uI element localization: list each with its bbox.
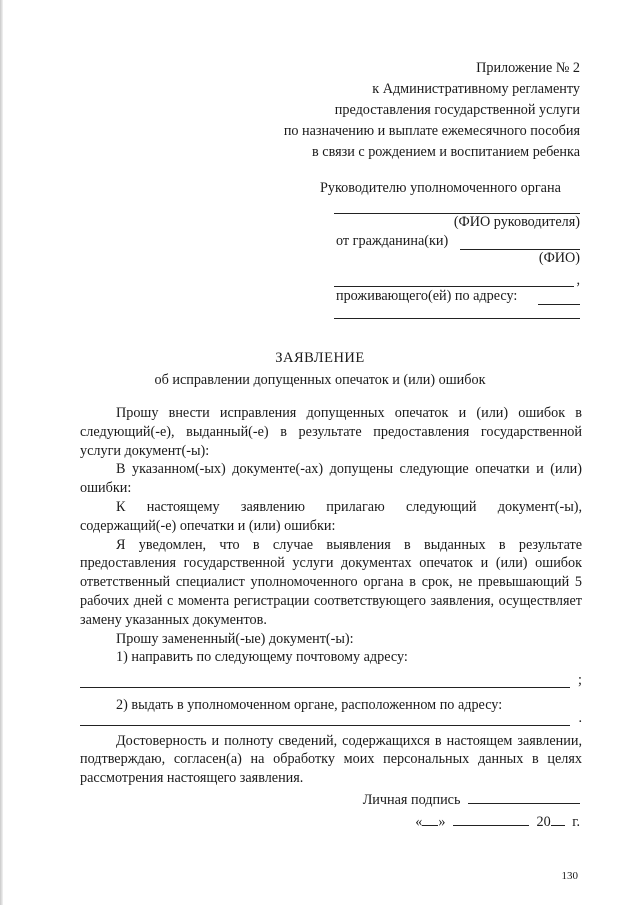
document-title: ЗАЯВЛЕНИЕ bbox=[275, 350, 365, 366]
paragraph-option-pickup: 2) выдать в уполномоченном органе, расположенном по адресу: bbox=[116, 696, 503, 713]
scan-edge bbox=[0, 0, 3, 905]
applicant-extra-line[interactable] bbox=[334, 286, 574, 287]
mail-address-line[interactable] bbox=[80, 673, 582, 692]
year-suffix: г. bbox=[572, 814, 580, 830]
paragraph-consent: Достоверность и полноту сведений, содержащихся в настоящем заявлении, подтверждаю, согласен(а) на обработку моих персональных данных в целях рассмотрения настоящего заявления. bbox=[80, 732, 582, 787]
annex-header bbox=[284, 58, 580, 163]
day-line[interactable] bbox=[422, 813, 438, 826]
paragraph-option-mail: 1) направить по следующему почтовому адресу: bbox=[116, 649, 408, 666]
date-open-quote: « bbox=[415, 814, 423, 830]
statement-body bbox=[80, 404, 582, 788]
annex-line: к Административному регламенту bbox=[372, 81, 580, 97]
document-subtitle: об исправлении допущенных опечаток и (или) ошибок bbox=[154, 372, 486, 388]
signature-block bbox=[363, 789, 580, 833]
paragraph-request: Прошу внести исправления допущенных опечаток и (или) ошибок в следующий(-е), выданный(-е) в результате предоставления государственной услуги документ(-ы): bbox=[80, 405, 582, 459]
month-line[interactable] bbox=[453, 813, 529, 826]
annex-line: в связи с рождением и воспитанием ребенка bbox=[312, 144, 580, 160]
semicolon: ; bbox=[578, 672, 582, 689]
date-close-quote: » bbox=[438, 814, 446, 830]
date-row bbox=[363, 811, 580, 833]
address-line-1[interactable] bbox=[538, 304, 580, 305]
year-prefix: 20 bbox=[536, 814, 551, 830]
fio-caption: (ФИО) bbox=[538, 250, 580, 266]
period: . bbox=[578, 709, 582, 726]
signature-line[interactable] bbox=[468, 791, 580, 804]
from-label: от гражданина(ки) bbox=[336, 233, 449, 249]
recipient-to: Руководителю уполномоченного органа bbox=[320, 180, 561, 196]
comma: , bbox=[576, 272, 580, 288]
address-line-2[interactable] bbox=[334, 318, 580, 319]
annex-line: Приложение № 2 bbox=[476, 60, 580, 76]
signature-row bbox=[363, 789, 580, 811]
annex-line: по назначению и выплате ежемесячного пособия bbox=[283, 123, 580, 139]
paragraph-attachment: К настоящему заявлению прилагаю следующий документ(-ы), содержащий(-е) опечатки и (или) ошибки: bbox=[80, 498, 582, 534]
page-number: 130 bbox=[561, 870, 578, 882]
signature-label: Личная подпись bbox=[362, 792, 461, 808]
paragraph-replace: Прошу замененный(-ые) документ(-ы): bbox=[116, 630, 354, 647]
paragraph-errors: В указанном(-ых) документе(-ах) допущены следующие опечатки и (или) ошибки: bbox=[80, 461, 582, 497]
year-line[interactable] bbox=[551, 813, 565, 826]
paragraph-notice: Я уведомлен, что в случае выявления в выданных в результате предоставления государственной услуги документах опечаток и (или) ошибок ответственный специалист уполномоченного органа в срок, не превышающий 5 рабочих дней с момента регистрации соответствующего заявления, осуществляет замену указанных документов. bbox=[80, 536, 582, 628]
annex-line: предоставления государственной услуги bbox=[334, 102, 580, 118]
head-fio-caption: (ФИО руководителя) bbox=[453, 214, 580, 230]
pickup-address-line[interactable] bbox=[80, 709, 582, 734]
address-label: проживающего(ей) по адресу: bbox=[336, 288, 518, 304]
